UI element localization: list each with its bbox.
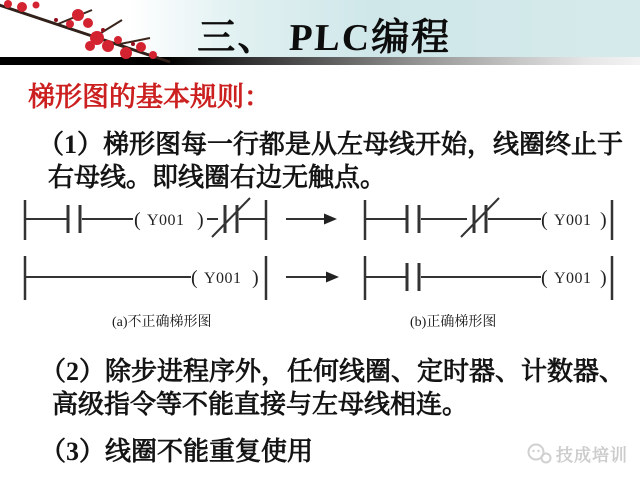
arrow-head bbox=[324, 214, 337, 225]
coil-paren: ( bbox=[134, 209, 141, 231]
rule-1-text-line-1: （1）梯形图每一行都是从左母线开始，线圈终止于 bbox=[38, 130, 624, 159]
coil-paren: ) bbox=[197, 209, 204, 231]
coil-paren: ) bbox=[600, 267, 607, 289]
coil-label: Y001 bbox=[147, 212, 185, 229]
plum-blossom-image bbox=[0, 0, 190, 68]
nc-contact-slash bbox=[461, 198, 499, 237]
arrow-head bbox=[326, 272, 339, 283]
coil-paren: ) bbox=[252, 267, 259, 289]
watermark bbox=[526, 441, 628, 466]
section-heading: 梯形图的基本规则： bbox=[28, 82, 271, 112]
ladder-correct-labels bbox=[541, 209, 607, 289]
rule-2-text-line-1: （2）除步进程序外，任何线圈、定时器、计数器、 bbox=[40, 357, 626, 386]
caption-incorrect-ladder: (a)不正确梯形图 bbox=[112, 315, 212, 330]
ladder-diagram bbox=[0, 192, 640, 306]
slide-title: 三、 PLC编程 bbox=[196, 17, 453, 59]
rule-3-text: （3）线圈不能重复使用 bbox=[40, 437, 314, 466]
caption-correct-ladder: (b)正确梯形图 bbox=[410, 315, 497, 330]
coil-label: Y001 bbox=[204, 270, 242, 287]
coil-label: Y001 bbox=[554, 212, 592, 229]
brand-logo-icon bbox=[526, 443, 552, 465]
nc-contact-slash bbox=[212, 198, 250, 237]
transform-arrows bbox=[286, 214, 339, 283]
coil-paren: ( bbox=[541, 267, 548, 289]
coil-paren: ( bbox=[191, 267, 198, 289]
watermark-text: 技成培训 bbox=[556, 446, 628, 465]
coil-label: Y001 bbox=[554, 270, 592, 287]
rule-2-text-line-2: 高级指令等不能直接与左母线相连。 bbox=[52, 390, 469, 419]
coil-paren: ( bbox=[541, 209, 548, 231]
rule-1-text-line-2: 右母线。即线圈右边无触点。 bbox=[48, 163, 387, 192]
coil-paren: ) bbox=[600, 209, 607, 231]
